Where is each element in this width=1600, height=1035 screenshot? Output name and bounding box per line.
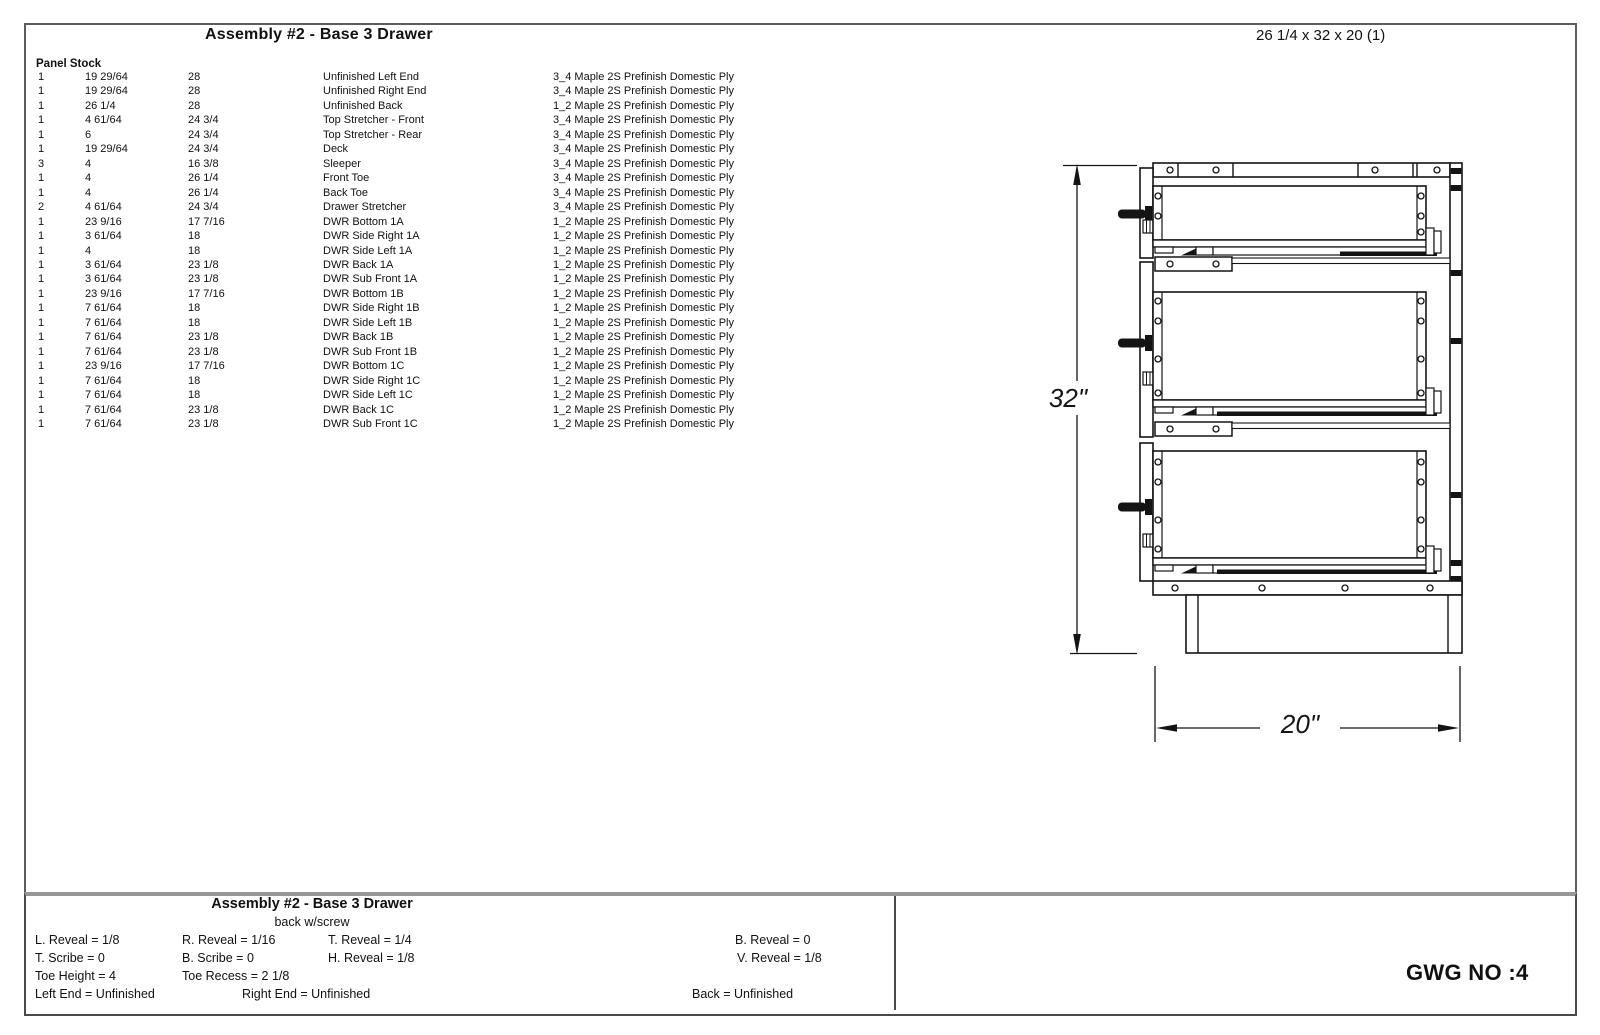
material-cell: 3_4 Maple 2S Prefinish Domestic Ply (553, 128, 734, 141)
spec-top-scribe: T. Scribe = 0 (35, 951, 105, 965)
length-cell: 17 7/16 (188, 215, 225, 228)
material-cell: 3_4 Maple 2S Prefinish Domestic Ply (553, 85, 734, 98)
length-cell: 23 1/8 (188, 345, 219, 358)
spec-h-reveal: H. Reveal = 1/8 (328, 951, 415, 965)
material-cell: 1_2 Maple 2S Prefinish Domestic Ply (553, 345, 734, 358)
material-cell: 1_2 Maple 2S Prefinish Domestic Ply (553, 215, 734, 228)
width-dimension-label: 20" (1280, 709, 1320, 739)
material-cell: 3_4 Maple 2S Prefinish Domestic Ply (553, 157, 734, 170)
material-cell: 1_2 Maple 2S Prefinish Domestic Ply (553, 302, 734, 315)
drawer-assembly-a (1118, 168, 1441, 258)
length-cell: 28 (188, 85, 201, 98)
width-cell: 4 61/64 (85, 114, 122, 127)
part-name-cell: DWR Sub Front 1A (323, 273, 418, 286)
qty-cell: 1 (38, 360, 45, 373)
length-cell: 18 (188, 230, 201, 243)
qty-cell: 1 (38, 418, 45, 431)
material-cell: 1_2 Maple 2S Prefinish Domestic Ply (553, 258, 734, 271)
width-cell: 3 61/64 (85, 273, 122, 286)
material-cell: 1_2 Maple 2S Prefinish Domestic Ply (553, 331, 734, 344)
qty-cell: 1 (38, 345, 45, 358)
assembly-size-label: 26 1/4 x 32 x 20 (1) (1256, 27, 1386, 44)
length-cell: 23 1/8 (188, 273, 219, 286)
titleblock-assembly-title: Assembly #2 - Base 3 Drawer (211, 896, 413, 912)
qty-cell: 1 (38, 273, 45, 286)
part-name-cell: DWR Bottom 1A (323, 215, 404, 228)
spec-bottom-scribe: B. Scribe = 0 (182, 951, 254, 965)
qty-cell: 1 (38, 172, 45, 185)
length-cell: 26 1/4 (188, 172, 219, 185)
width-cell: 7 61/64 (85, 331, 122, 344)
length-cell: 28 (188, 99, 201, 112)
length-cell: 23 1/8 (188, 418, 219, 431)
length-cell: 24 3/4 (188, 128, 219, 141)
length-cell: 23 1/8 (188, 331, 219, 344)
width-cell: 7 61/64 (85, 374, 122, 387)
part-name-cell: DWR Bottom 1B (323, 287, 404, 300)
part-name-cell: Sleeper (323, 157, 361, 170)
width-cell: 23 9/16 (85, 360, 122, 373)
length-cell: 18 (188, 374, 201, 387)
part-name-cell: Unfinished Left End (323, 71, 420, 83)
width-cell: 7 61/64 (85, 418, 122, 431)
qty-cell: 1 (38, 71, 45, 83)
part-name-cell: DWR Side Left 1C (323, 389, 413, 402)
spec-top-reveal: T. Reveal = 1/4 (328, 933, 412, 947)
part-name-cell: DWR Sub Front 1B (323, 345, 418, 358)
qty-cell: 1 (38, 403, 45, 416)
part-name-cell: Unfinished Right End (323, 85, 427, 98)
length-cell: 18 (188, 302, 201, 315)
width-cell: 23 9/16 (85, 215, 122, 228)
drawer-assembly-c (1118, 443, 1441, 581)
part-name-cell: Deck (323, 143, 349, 156)
part-name-cell: DWR Back 1B (323, 331, 394, 344)
material-cell: 3_4 Maple 2S Prefinish Domestic Ply (553, 201, 734, 214)
part-name-cell: DWR Side Right 1C (323, 374, 421, 387)
material-cell: 3_4 Maple 2S Prefinish Domestic Ply (553, 114, 734, 127)
material-cell: 1_2 Maple 2S Prefinish Domestic Ply (553, 374, 734, 387)
material-cell: 1_2 Maple 2S Prefinish Domestic Ply (553, 360, 734, 373)
length-cell: 17 7/16 (188, 360, 225, 373)
qty-cell: 1 (38, 114, 45, 127)
width-cell: 3 61/64 (85, 230, 122, 243)
width-cell: 4 (85, 186, 92, 199)
width-cell: 4 61/64 (85, 201, 122, 214)
qty-cell: 1 (38, 186, 45, 199)
width-cell: 4 (85, 157, 92, 170)
drawer-pull-handle (1118, 339, 1146, 348)
height-dimension-label: 32" (1048, 383, 1088, 413)
width-cell: 4 (85, 172, 92, 185)
drawer-pull-handle (1118, 210, 1146, 219)
qty-cell: 1 (38, 316, 45, 329)
material-cell: 1_2 Maple 2S Prefinish Domestic Ply (553, 389, 734, 402)
qty-cell: 1 (38, 215, 45, 228)
part-name-cell: DWR Sub Front 1C (323, 418, 418, 431)
spec-left-reveal: L. Reveal = 1/8 (35, 933, 120, 947)
width-cell: 3 61/64 (85, 258, 122, 271)
length-cell: 26 1/4 (188, 186, 219, 199)
part-name-cell: DWR Side Right 1B (323, 302, 420, 315)
part-name-cell: DWR Bottom 1C (323, 360, 405, 373)
drawer-pull-handle (1118, 503, 1146, 512)
part-name-cell: Drawer Stretcher (323, 201, 407, 214)
qty-cell: 1 (38, 258, 45, 271)
width-cell: 19 29/64 (85, 71, 128, 83)
material-cell: 3_4 Maple 2S Prefinish Domestic Ply (553, 186, 734, 199)
part-name-cell: Top Stretcher - Rear (323, 128, 423, 141)
spec-v-reveal: V. Reveal = 1/8 (737, 951, 822, 965)
material-cell: 3_4 Maple 2S Prefinish Domestic Ply (553, 143, 734, 156)
qty-cell: 1 (38, 230, 45, 243)
width-cell: 19 29/64 (85, 143, 128, 156)
width-cell: 7 61/64 (85, 403, 122, 416)
material-cell: 1_2 Maple 2S Prefinish Domestic Ply (553, 316, 734, 329)
width-cell: 7 61/64 (85, 316, 122, 329)
qty-cell: 3 (38, 157, 45, 170)
qty-cell: 1 (38, 287, 45, 300)
spec-toe-height: Toe Height = 4 (35, 969, 116, 983)
part-name-cell: Top Stretcher - Front (323, 114, 424, 127)
part-name-cell: DWR Back 1A (323, 258, 394, 271)
qty-cell: 1 (38, 99, 45, 112)
length-cell: 24 3/4 (188, 114, 219, 127)
width-cell: 7 61/64 (85, 302, 122, 315)
qty-cell: 1 (38, 128, 45, 141)
width-cell: 7 61/64 (85, 389, 122, 402)
qty-cell: 2 (38, 201, 45, 214)
length-cell: 23 1/8 (188, 258, 219, 271)
panel-stock-heading: Panel Stock (36, 58, 102, 70)
qty-cell: 1 (38, 143, 45, 156)
titleblock-back-note: back w/screw (274, 915, 350, 929)
length-cell: 23 1/8 (188, 403, 219, 416)
part-name-cell: Back Toe (323, 186, 369, 199)
page-title: Assembly #2 - Base 3 Drawer (205, 26, 433, 43)
spec-bottom-reveal: B. Reveal = 0 (735, 933, 811, 947)
material-cell: 1_2 Maple 2S Prefinish Domestic Ply (553, 273, 734, 286)
material-cell: 1_2 Maple 2S Prefinish Domestic Ply (553, 230, 734, 243)
width-cell: 19 29/64 (85, 85, 128, 98)
material-cell: 1_2 Maple 2S Prefinish Domestic Ply (553, 287, 734, 300)
length-cell: 24 3/4 (188, 201, 219, 214)
width-cell: 4 (85, 244, 92, 257)
width-cell: 23 9/16 (85, 287, 122, 300)
length-cell: 28 (188, 71, 201, 83)
part-name-cell: DWR Side Left 1B (323, 316, 413, 329)
spec-toe-recess: Toe Recess = 2 1/8 (182, 969, 290, 983)
length-cell: 18 (188, 389, 201, 402)
spec-back-finish: Back = Unfinished (692, 987, 794, 1001)
length-cell: 18 (188, 244, 201, 257)
qty-cell: 1 (38, 374, 45, 387)
material-cell: 1_2 Maple 2S Prefinish Domestic Ply (553, 244, 734, 257)
qty-cell: 1 (38, 331, 45, 344)
qty-cell: 1 (38, 389, 45, 402)
part-name-cell: Front Toe (323, 172, 370, 185)
drawer-assembly-b (1118, 262, 1441, 437)
width-cell: 7 61/64 (85, 345, 122, 358)
length-cell: 18 (188, 316, 201, 329)
length-cell: 17 7/16 (188, 287, 225, 300)
part-name-cell: DWR Side Left 1A (323, 244, 413, 257)
qty-cell: 1 (38, 244, 45, 257)
qty-cell: 1 (38, 302, 45, 315)
material-cell: 1_2 Maple 2S Prefinish Domestic Ply (553, 403, 734, 416)
width-cell: 6 (85, 128, 92, 141)
length-cell: 16 3/8 (188, 157, 219, 170)
material-cell: 1_2 Maple 2S Prefinish Domestic Ply (553, 99, 734, 112)
part-name-cell: Unfinished Back (323, 99, 403, 112)
spec-right-reveal: R. Reveal = 1/16 (182, 933, 276, 947)
spec-left-end: Left End = Unfinished (35, 987, 155, 1001)
qty-cell: 1 (38, 85, 45, 98)
width-cell: 26 1/4 (85, 99, 116, 112)
material-cell: 3_4 Maple 2S Prefinish Domestic Ply (553, 172, 734, 185)
part-name-cell: DWR Back 1C (323, 403, 394, 416)
length-cell: 24 3/4 (188, 143, 219, 156)
material-cell: 1_2 Maple 2S Prefinish Domestic Ply (553, 418, 734, 431)
material-cell: 3_4 Maple 2S Prefinish Domestic Ply (553, 71, 734, 83)
part-name-cell: DWR Side Right 1A (323, 230, 420, 243)
spec-right-end: Right End = Unfinished (242, 987, 371, 1001)
gwg-number: GWG NO :4 (1406, 960, 1529, 985)
